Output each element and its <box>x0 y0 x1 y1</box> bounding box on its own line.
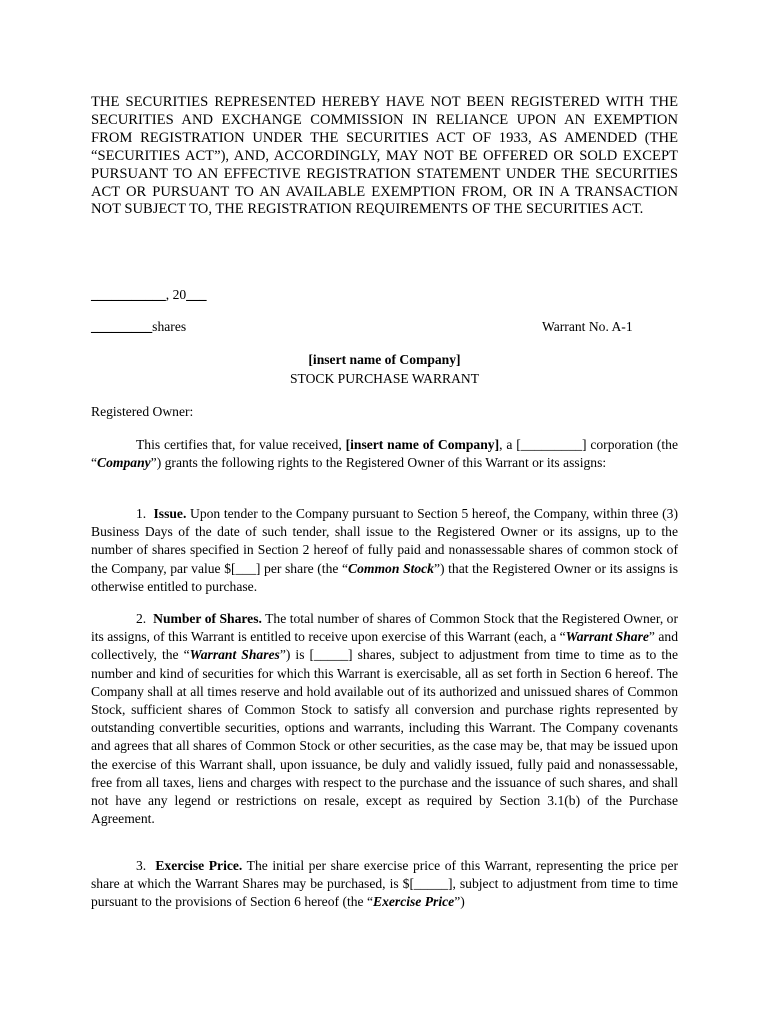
date-line <box>91 286 207 304</box>
document-title: STOCK PURCHASE WARRANT <box>289 371 480 386</box>
section-heading: Exercise Price. <box>155 858 243 873</box>
date-suffix: , 20 <box>165 287 187 302</box>
company-title: [insert name of Company] <box>308 352 461 367</box>
defined-term-warrant-shares: Warrant Shares <box>189 647 280 663</box>
section-number: 3. <box>136 858 147 873</box>
defined-term-company: Company <box>97 455 151 471</box>
defined-term-exercise-price: Exercise Price <box>373 894 455 910</box>
securities-legend: THE SECURITIES REPRESENTED HEREBY HAVE NOT BEEN REGISTERED WITH THE SECURITIES AND EXCHANGE COMMISSION IN RELIANCE UPON AN EXEMPTION FROM REGISTRATION UNDER THE SECURITIES ACT OF 1933, AS AMENDED (THE “SECURITIES ACT”), AND, ACCORDINGLY, MAY NOT BE OFFERED OR SOLD EXCEPT PURSUANT TO AN EFFECTIVE REGISTRATION STATEMENT UNDER THE SECURITIES ACT OR PURSUANT TO AN AVAILABLE EXEMPTION FROM, OR IN A TRANSACTION NOT SUBJECT TO, THE REGISTRATION REQUIREMENTS OF THE SECURITIES ACT. <box>91 94 678 218</box>
section-1-issue: 1. Issue. Upon tender to the Company pursuant to Section 5 hereof, the Company, within three (3) Business Days of the date of such tender, shall issue to the Registered Owner or its assigns, up to the number of shares specified in Section 2 hereof of fully paid and nonassessable shares of common stock of the Company, par value $[___] per share (the “Common Stock”) that the Registered Owner or its assigns is otherwise entitled to purchase. <box>91 506 678 594</box>
section-2-number-of-shares: 2. Number of Shares. The total number of shares of Common Stock that the Registered Owner, or its assigns, of this Warrant is entitled to receive upon exercise of this Warrant (each, a “Warrant Share” and collectively, the “Warrant Shares”) is [_____] shares, subject to adjustment from time to time as to the number and kind of securities for which this Warrant is exercisable, all as set forth in Section 6 hereof. The Company shall at all times reserve and hold available out of its authorized and unissued shares of Common Stock, sufficient shares of Common Stock to satisfy all conversion and purchase rights represented by outstanding convertible securities, options and warrants, including this Warrant. The Company covenants and agrees that all shares of Common Stock or other securities, as the case may be, that may be issued upon the exercise of this Warrant shall, upon issuance, be duly and validly issued, fully paid and nonassessable, free from all taxes, liens and charges with respect to the purchase and the issuance of such shares, and shall not have any legend or restrictions on resale, except as required by Section 3.1(b) of the Purchase Agreement. <box>91 611 678 827</box>
warrant-number: Warrant No. A-1 <box>542 319 633 334</box>
shares-line <box>91 318 186 336</box>
shares-label: shares <box>152 319 187 334</box>
section-heading: Issue. <box>153 506 187 521</box>
section-heading: Number of Shares. <box>153 611 262 626</box>
section-number: 2. <box>136 611 147 626</box>
intro-paragraph: This certifies that, for value received, [insert name of Company], a [_________] corporation (the “Company”) grants the following rights to the Registered Owner of this Warrant or its assigns: <box>91 437 678 471</box>
company-name-placeholder: [insert name of Company] <box>345 437 500 452</box>
date-blank: ___________ <box>91 287 166 302</box>
section-number: 1. <box>136 506 147 521</box>
year-blank: ___ <box>186 287 207 302</box>
defined-term-common-stock: Common Stock <box>348 560 434 576</box>
shares-blank: _________ <box>91 319 153 334</box>
section-3-exercise-price: 3. Exercise Price. The initial per share exercise price of this Warrant, representing the price per share at which the Warrant Shares may be purchased, is $[_____], subject to adjustment from time to time pursuant to the provisions of Section 6 hereof (the “Exercise Price”) <box>91 858 678 910</box>
defined-term-warrant-share: Warrant Share <box>565 629 649 645</box>
registered-owner-label: Registered Owner: <box>91 404 194 419</box>
